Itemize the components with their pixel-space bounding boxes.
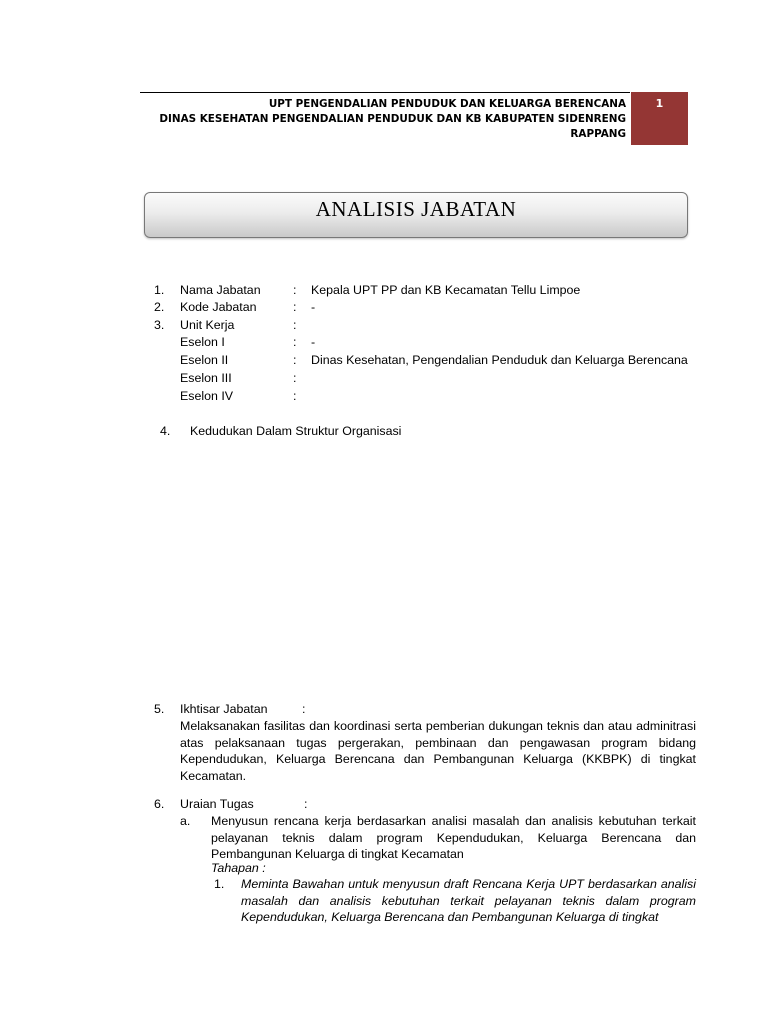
eselon-2-colon: : — [293, 353, 297, 367]
eselon-3-label: Eselon III — [180, 371, 232, 385]
header-line-1: UPT PENGENDALIAN PENDUDUK DAN KELUARGA BERENCANA — [268, 98, 626, 110]
document-header — [140, 97, 626, 142]
section-5-heading: Ikhtisar Jabatan — [180, 702, 268, 716]
eselon-1-colon: : — [293, 335, 297, 349]
eselon-1-label: Eselon I — [180, 335, 225, 349]
eselon-3-colon: : — [293, 371, 297, 385]
header-line-2: DINAS KESEHATAN PENGENDALIAN PENDUDUK DAN KB KABUPATEN SIDENRENG — [159, 113, 626, 125]
header-line-3: RAPPANG — [570, 128, 626, 140]
step-1-marker: 1. — [214, 877, 225, 891]
tahapan-label: Tahapan : — [211, 861, 266, 875]
section-6-number: 6. — [154, 797, 165, 811]
page-number: 1 — [655, 97, 664, 110]
field-1-value: Kepala UPT PP dan KB Kecamatan Tellu Limpoe — [311, 283, 581, 297]
field-3-number: 3. — [154, 318, 165, 332]
task-a-text: Menyusun rencana kerja berdasarkan analisi masalah dan analisis kebutuhan terkait pelayanan teknis dalam program Kependudukan, Keluarga Berencana dan Pembangunan Keluarga di tingkat Kecamatan — [211, 814, 696, 861]
eselon-4-colon: : — [293, 389, 297, 403]
page-title: ANALISIS JABATAN — [315, 197, 517, 221]
section-5-summary: Melaksanakan fasilitas dan koordinasi serta pemberian dukungan teknis dan atau adminitrasi atas pelaksanaan tugas pergerakan, pembinaan dan pengawasan program bidang Kependudukan, Keluarga Berencana dan Pembangunan Keluarga (KKBPK) di tingkat Kecamatan. — [180, 719, 696, 783]
field-1-label: Nama Jabatan — [180, 283, 261, 297]
section-6-heading: Uraian Tugas — [180, 797, 254, 811]
eselon-4-label: Eselon IV — [180, 389, 234, 403]
eselon-1-value: - — [311, 335, 316, 349]
field-3-label: Unit Kerja — [180, 318, 235, 332]
section-6-colon: : — [304, 797, 308, 811]
section-4-heading: Kedudukan Dalam Struktur Organisasi — [190, 424, 402, 438]
field-2-number: 2. — [154, 300, 165, 314]
header-rule — [140, 92, 630, 93]
field-2-value: - — [311, 300, 316, 314]
eselon-2-label: Eselon II — [180, 353, 229, 367]
step-1-text: Meminta Bawahan untuk menyusun draft Rencana Kerja UPT berdasarkan analisi masalah dan analisis kebutuhan terkait pelayanan teknis dalam program Kependudukan, Keluarga Berencana dan Pembangunan Keluarga di tingkat — [241, 877, 696, 924]
field-2-label: Kode Jabatan — [180, 300, 257, 314]
section-5-colon: : — [302, 702, 306, 716]
field-1-colon: : — [293, 283, 297, 297]
section-5-number: 5. — [154, 702, 165, 716]
section-4-number: 4. — [160, 424, 171, 438]
task-a-marker: a. — [180, 814, 191, 828]
eselon-2-value: Dinas Kesehatan, Pengendalian Penduduk dan Keluarga Berencana — [311, 353, 688, 367]
field-2-colon: : — [293, 300, 297, 314]
field-1-number: 1. — [154, 283, 165, 297]
field-3-colon: : — [293, 318, 297, 332]
